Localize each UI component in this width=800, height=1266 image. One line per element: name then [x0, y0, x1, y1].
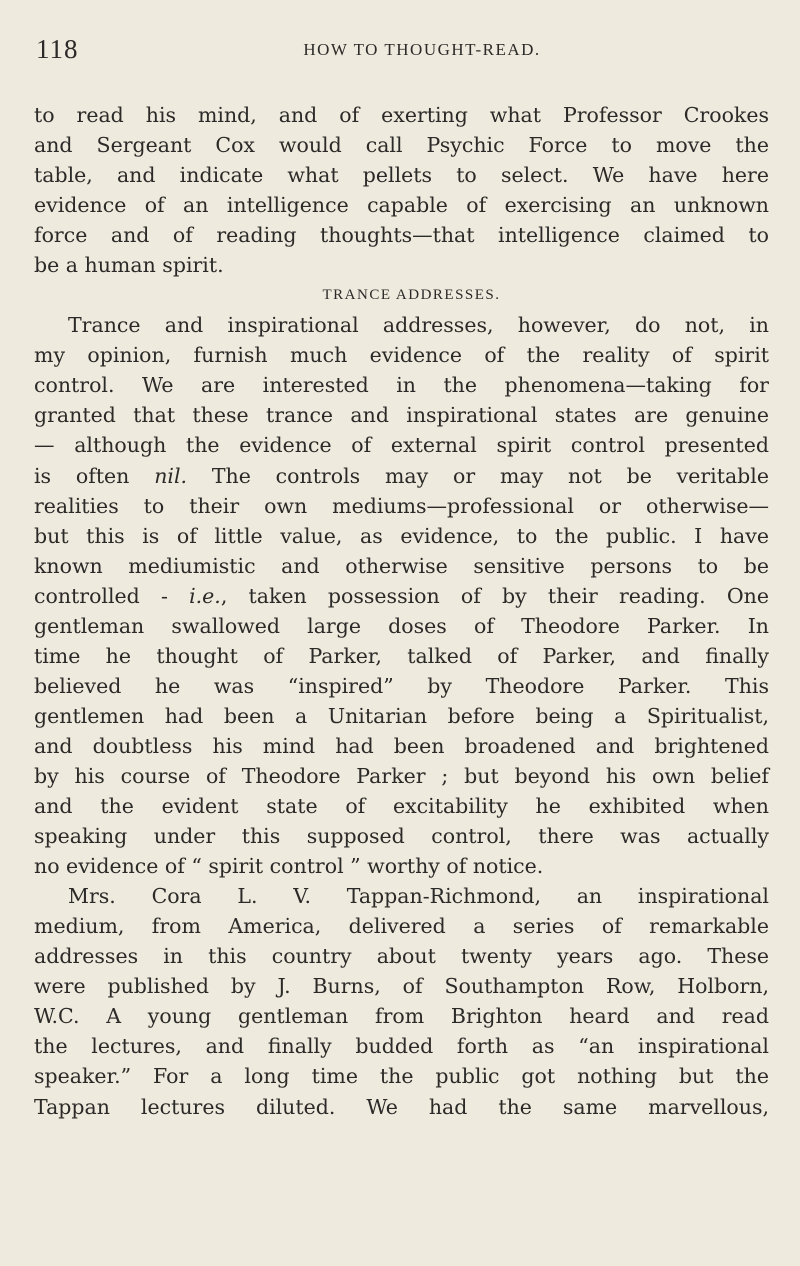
italic-word: nil. [154, 463, 188, 488]
text-line: Mrs. Cora L. V. Tappan-Richmond, an inspirational [68, 884, 769, 909]
page-number: 118 [36, 34, 79, 64]
text-line: my opinion, furnish much evidence of the reality of spirit [34, 343, 769, 368]
text-line: gentlemen had been a Unitarian before being a Spiritualist, [34, 703, 769, 728]
body-text [34, 100, 769, 1122]
text-line: speaking under this supposed control, there was actually [34, 824, 769, 849]
text-line: addresses in this country about twenty years ago. These [34, 944, 769, 969]
text-line: Trance and inspirational addresses, however, do not, in [68, 313, 769, 338]
text-line: control. We are interested in the phenomena—taking for [34, 373, 769, 398]
text-line: force and of reading thoughts—that intelligence claimed to [34, 223, 769, 248]
text-line [34, 461, 769, 491]
text-line: were published by J. Burns, of Southampton Row, Holborn, [34, 974, 769, 999]
text-line: W.C. A young gentleman from Brighton heard and read [34, 1004, 769, 1029]
text-line: speaker.” For a long time the public got nothing but the [34, 1064, 769, 1089]
text-line: known mediumistic and otherwise sensitive persons to be [34, 553, 769, 578]
text-line: but this is of little value, as evidence, to the public. I have [34, 523, 769, 548]
text-line: medium, from America, delivered a series of remarkable [34, 914, 769, 939]
text-line: realities to their own mediums—professional or otherwise— [34, 493, 769, 518]
text-fragment: , taken possession of by their reading. One [220, 583, 769, 608]
text-line [34, 581, 769, 611]
text-fragment: controlled - [34, 583, 190, 608]
section-heading: TRANCE ADDRESSES. [322, 287, 501, 304]
text-line: the lectures, and finally budded forth as “an inspirational [34, 1034, 769, 1059]
text-line: be a human spirit. [34, 253, 224, 278]
text-line: and the evident state of excitability he exhibited when [34, 794, 769, 819]
text-line: and Sergeant Cox would call Psychic Force to move the [34, 133, 769, 158]
text-line: believed he was “inspired” by Theodore Parker. This [34, 673, 769, 698]
text-line: by his course of Theodore Parker ; but beyond his own belief [34, 763, 769, 788]
text-line: table, and indicate what pellets to select. We have here [34, 163, 769, 188]
running-title: HOW TO THOUGHT-READ. [303, 40, 541, 59]
running-head [34, 34, 770, 64]
text-line: and doubtless his mind had been broadened and brightened [34, 733, 769, 758]
text-line: no evidence of “ spirit control ” worthy of notice. [34, 854, 544, 879]
text-line: gentleman swallowed large doses of Theodore Parker. In [34, 613, 769, 638]
text-line: granted that these trance and inspirational states are genuine [34, 403, 769, 428]
text-line: evidence of an intelligence capable of exercising an unknown [34, 193, 769, 218]
text-fragment: The controls may or may not be veritable [187, 463, 769, 488]
italic-word: i.e. [189, 583, 221, 608]
text-line: — although the evidence of external spirit control presented [34, 433, 769, 458]
text-line: to read his mind, and of exerting what Professor Crookes [34, 103, 769, 127]
text-line: Tappan lectures diluted. We had the same marvellous, [34, 1094, 769, 1119]
text-fragment: is often [34, 463, 155, 488]
text-line: time he thought of Parker, talked of Parker, and finally [34, 643, 769, 668]
